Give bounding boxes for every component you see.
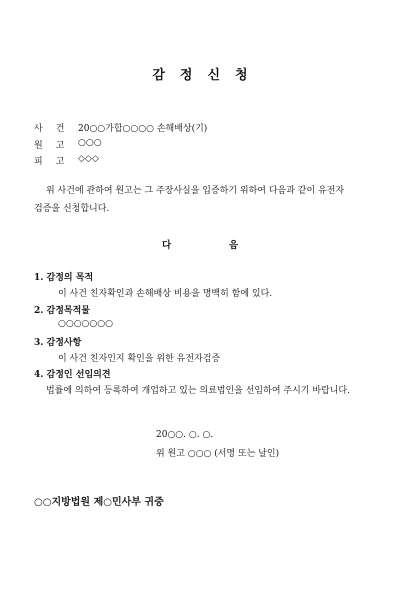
intro-line-2: 검증을 신청합니다.: [34, 204, 110, 214]
heading-da: 다: [162, 240, 172, 251]
plaintiff-label: 원고: [34, 141, 78, 151]
case-label: 사건: [34, 124, 78, 134]
defendant-name: ◇◇◇: [78, 154, 99, 164]
defendant-label: 피고: [34, 157, 78, 167]
filing-date: 20○○. ○. ○.: [156, 430, 214, 440]
case-number: 20○○가합○○○○ 손해배상(기): [78, 124, 208, 134]
document-title: 감정신청: [152, 68, 263, 83]
section-1-body: 이 사건 친자확인과 손해배상 비용을 명백히 함에 있다.: [58, 289, 273, 299]
heading-eum: 음: [229, 240, 239, 251]
plaintiff-name: ○○○: [78, 138, 102, 148]
section-2-title: 2. 감정목적물: [34, 306, 90, 316]
section-2-body: ○○○○○○○: [58, 319, 113, 329]
section-3-title: 3. 감정사항: [34, 338, 82, 348]
signer-line: 위 원고 ○○○ (서명 또는 날인): [156, 449, 280, 459]
section-1-title: 1. 감정의 목적: [34, 273, 94, 283]
section-4-title: 4. 감정인 선임의견: [34, 370, 111, 380]
section-4-body: 법률에 의하여 등록하여 개업하고 있는 의료법인을 선임하여 주시기 바랍니다.: [46, 386, 350, 396]
court-addressee: ○○지방법원 제○민사부 귀중: [34, 497, 164, 508]
intro-line-1: 위 사건에 관하여 원고는 그 주장사실을 입증하기 위하여 다음과 같이 유전자: [46, 186, 345, 196]
section-3-body: 이 사건 친자인지 확인을 위한 유전자검증: [58, 354, 221, 364]
